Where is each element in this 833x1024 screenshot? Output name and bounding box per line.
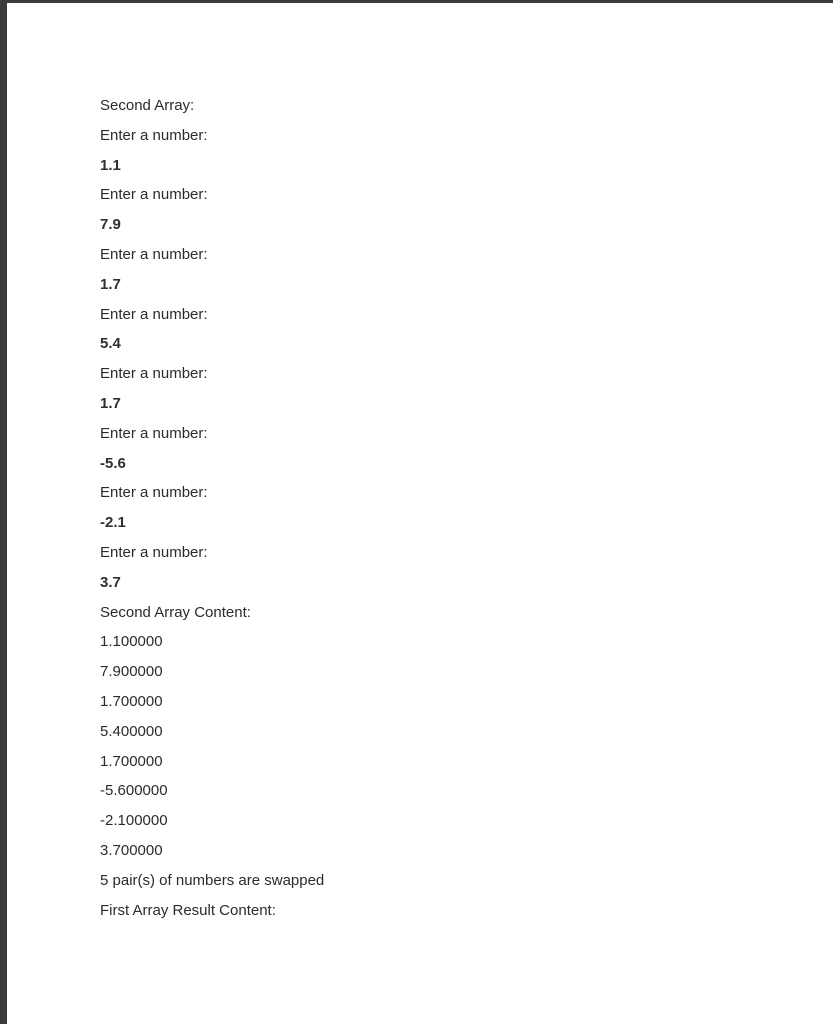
document-page <box>7 3 833 1024</box>
prompt-line: Enter a number: <box>100 543 208 561</box>
output-line: 1.100000 <box>100 633 163 651</box>
user-input-line: -2.1 <box>100 514 126 532</box>
user-input-line: 3.7 <box>100 573 121 591</box>
output-line: -5.600000 <box>100 782 168 800</box>
output-line: 7.900000 <box>100 663 163 681</box>
prompt-line: Enter a number: <box>100 305 208 323</box>
output-line: 1.700000 <box>100 692 163 710</box>
user-input-line: 5.4 <box>100 335 121 353</box>
output-line: -2.100000 <box>100 812 168 830</box>
output-line: 5.400000 <box>100 722 163 740</box>
user-input-line: 1.7 <box>100 275 121 293</box>
prompt-line: Enter a number: <box>100 484 208 502</box>
user-input-line: 7.9 <box>100 216 121 234</box>
output-line: 5 pair(s) of numbers are swapped <box>100 871 325 889</box>
output-line: 1.700000 <box>100 752 163 770</box>
prompt-line: Enter a number: <box>100 424 208 442</box>
output-line: Second Array: <box>100 97 195 114</box>
output-line: 3.700000 <box>100 841 163 859</box>
prompt-line: Enter a number: <box>100 126 208 144</box>
user-input-line: 1.7 <box>100 394 121 412</box>
prompt-line: Enter a number: <box>100 365 208 383</box>
console-output <box>100 96 324 930</box>
output-line: Second Array Content: <box>100 603 251 621</box>
prompt-line: Enter a number: <box>100 186 208 204</box>
output-line: First Array Result Content: <box>100 901 276 919</box>
user-input-line: -5.6 <box>100 454 126 472</box>
user-input-line: 1.1 <box>100 156 121 174</box>
prompt-line: Enter a number: <box>100 245 208 263</box>
